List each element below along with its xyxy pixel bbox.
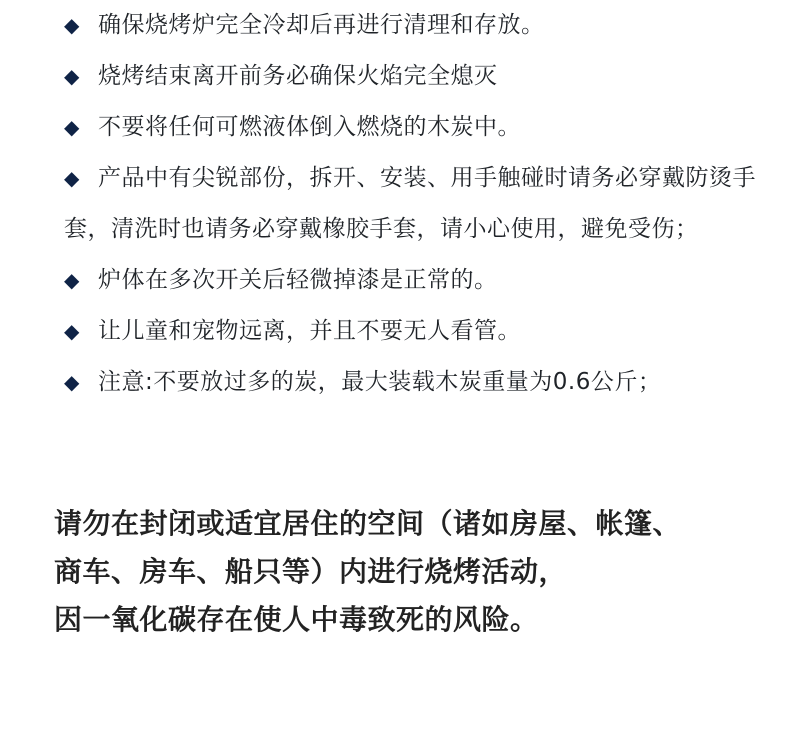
safety-note	[64, 255, 764, 306]
diamond-bullet-icon: ◆	[64, 115, 80, 139]
carbon-monoxide-warning	[54, 500, 784, 644]
safety-note-text: 产品中有尖锐部份，拆开、安装、用手触碰时请务必穿戴防烫手套，清洗时也请务必穿戴橡胶手套，请小心使用，避免受伤；	[64, 165, 756, 242]
safety-note-text: 不要将任何可燃液体倒入燃烧的木炭中。	[98, 114, 521, 140]
diamond-bullet-icon: ◆	[64, 64, 80, 88]
safety-note	[64, 306, 764, 357]
safety-note	[64, 0, 764, 51]
safety-note-text: 让儿童和宠物远离，并且不要无人看管。	[98, 318, 521, 344]
safety-notes-list	[64, 0, 764, 408]
safety-note-text: 炉体在多次开关后轻微掉漆是正常的。	[98, 267, 498, 293]
safety-note	[64, 51, 764, 102]
warning-line: 因一氧化碳存在使人中毒致死的风险。	[54, 603, 539, 636]
safety-note-text: 确保烧烤炉完全冷却后再进行清理和存放。	[98, 12, 545, 38]
diamond-bullet-icon: ◆	[64, 268, 80, 292]
safety-note	[64, 153, 764, 255]
diamond-bullet-icon: ◆	[64, 370, 80, 394]
warning-line: 请勿在封闭或适宜居住的空间（诸如房屋、帐篷、	[54, 507, 682, 540]
warning-line: 商车、房车、船只等）内进行烧烤活动，	[54, 555, 568, 588]
safety-note-text: 烧烤结束离开前务必确保火焰完全熄灭	[98, 63, 498, 89]
diamond-bullet-icon: ◆	[64, 166, 80, 190]
safety-note	[64, 102, 764, 153]
diamond-bullet-icon: ◆	[64, 13, 80, 37]
diamond-bullet-icon: ◆	[64, 319, 80, 343]
safety-note	[64, 357, 764, 408]
safety-note-text: 注意:不要放过多的炭，最大装载木炭重量为0.6公斤；	[98, 369, 662, 395]
